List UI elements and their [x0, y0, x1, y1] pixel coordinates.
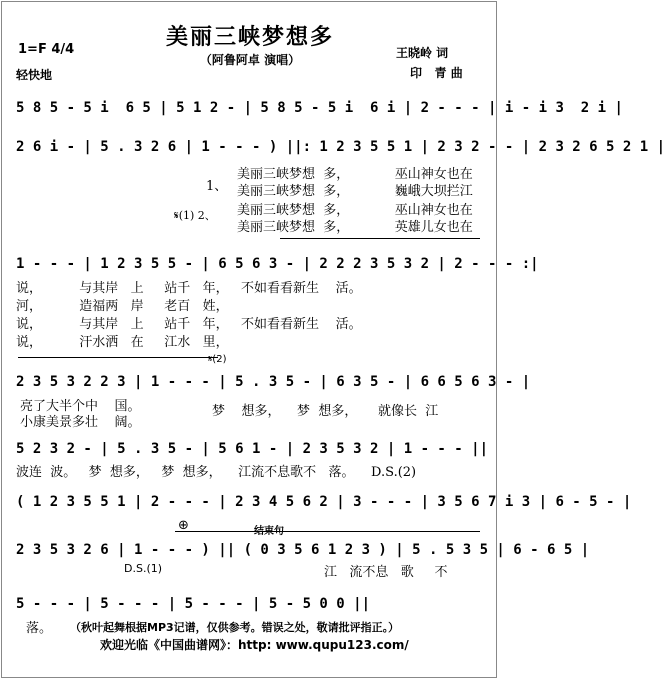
lyric-line-3-4: 说， 汗水洒 在 江水 里， — [16, 335, 229, 350]
lyric-line-4-chorus: 梦 想多， 梦 想多， 就像长 江 — [212, 404, 439, 419]
verse-row-2: 美丽三峡梦想 多， 巍峨大坝拦江 — [237, 184, 473, 199]
score-line-2: 2 6 i - | 5 . 3 2 6 | 1 - - - ) ||: 1 2 3 5 5 1 | 2 3 2 - - | 2 3 2 6 5 2 1 | — [16, 139, 665, 155]
lyric-line-7: 江 流不息 歌 不 — [324, 565, 448, 580]
performer-subtitle: （阿鲁阿卓 演唱） — [199, 53, 301, 67]
score-line-6: ( 1 2 3 5 5 1 | 2 - - - | 2 3 4 5 6 2 | 3 - - - | 3 5 6 7 i 3 | 6 - 5 - | — [16, 494, 632, 510]
lyric-line-8: 落。 — [26, 621, 53, 636]
lyric-line-3-3: 说， 与其岸 上 站千 年， 不如看看新生 活。 — [16, 317, 362, 332]
verse-row-4: 美丽三峡梦想 多， 英雄儿女也在 — [237, 220, 473, 235]
coda-label: 结束句 — [254, 526, 284, 537]
verse-label-1: 1、 — [206, 179, 228, 194]
coda-line — [175, 531, 480, 532]
site-footer: 欢迎光临《中国曲谱网》：http: www.qupu123.com/ — [100, 638, 409, 652]
transcription-note: （秋叶起舞根据MP3记谱，仅供参考。错误之处，敬请批评指正。） — [70, 621, 400, 634]
ds-1-mark: D.S.(1) — [124, 562, 163, 575]
tempo-marking: 轻快地 — [16, 68, 53, 82]
bracket-line-4 — [18, 357, 218, 358]
segno-mark-2: 𝄋(2) — [208, 354, 227, 365]
verse-row-1: 美丽三峡梦想 多， 巫山神女也在 — [237, 167, 473, 182]
lyric-line-5: 波连 波。 梦 想多， 梦 想多， 江流不息歌不 落。 D.S.(2) — [16, 465, 417, 480]
score-line-3: 1 - - - | 1 2 3 5 5 - | 6 5 6 3 - | 2 2 2 3 5 3 2 | 2 - - - :| — [16, 256, 539, 272]
composer-credit: 印 青 曲 — [410, 66, 463, 80]
score-line-8: 5 - - - | 5 - - - | 5 - - - | 5 - 5 0 0 || — [16, 596, 371, 612]
score-line-4: 2 3 5 3 2 2 3 | 1 - - - | 5 . 3 5 - | 6 3 5 - | 6 6 5 6 3 - | — [16, 374, 531, 390]
volta-bracket — [280, 238, 480, 239]
lyric-line-3-2: 河， 造福两 岸 老百 姓， — [16, 299, 229, 314]
page-title: 美丽三峡梦想多 — [165, 25, 334, 50]
lyricist-credit: 王晓岭 词 — [396, 46, 449, 60]
score-line-7: 2 3 5 3 2 6 | 1 - - - ) || ( 0 3 5 6 1 2 3 ) | 5 . 5 3 5 | 6 - 6 5 | — [16, 542, 590, 558]
coda-icon: ⊕ — [178, 518, 189, 533]
lyric-line-4-2: 小康美景多壮 阔。 — [20, 415, 141, 430]
verse-row-3: 美丽三峡梦想 多， 巫山神女也在 — [237, 203, 473, 218]
lyric-line-3-1: 说， 与其岸 上 站千 年， 不如看看新生 活。 — [16, 281, 362, 296]
key-signature: 1=F 4/4 — [18, 42, 75, 57]
score-line-1: 5 8 5 - 5 i 6 5 | 5 1 2 - | 5 8 5 - 5 i 6 i | 2 - - - | i - i 3 2 i | — [16, 100, 623, 116]
verse-label-2: 𝄋(1) 2、 — [174, 209, 216, 222]
lyric-line-4-1: 亮了大半个中 国。 — [20, 399, 141, 414]
score-line-5: 5 2 3 2 - | 5 . 3 5 - | 5 6 1 - | 2 3 5 3 2 | 1 - - - || — [16, 441, 489, 457]
